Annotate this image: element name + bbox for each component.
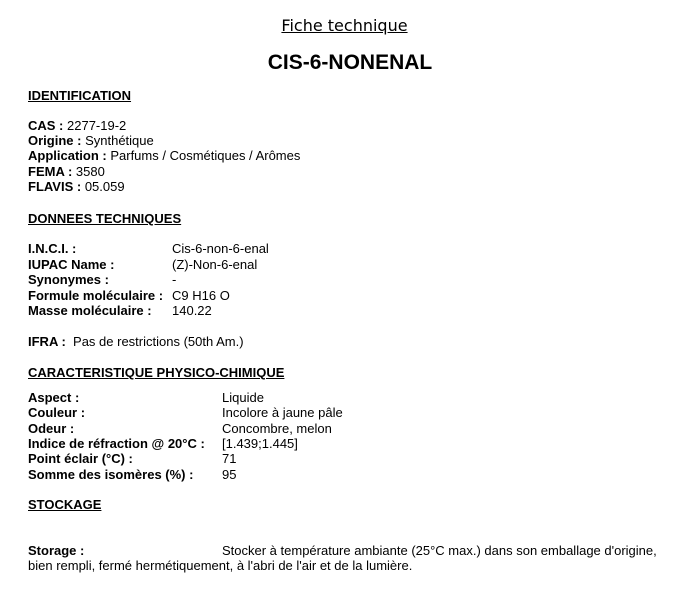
iupac-label: IUPAC Name : [28, 257, 115, 272]
aspect-label: Aspect : [28, 390, 80, 405]
refraction-label: Indice de réfraction @ 20°C : [28, 436, 205, 451]
storage-label: Storage : [28, 543, 85, 558]
fema-row [28, 164, 105, 179]
section-title-physico-chimique: CARACTERISTIQUE PHYSICO-CHIMIQUE [28, 365, 285, 380]
cas-label: CAS : [28, 118, 64, 133]
refraction-value: [1.439;1.445] [222, 436, 298, 451]
inci-label: I.N.C.I. : [28, 241, 77, 256]
flavis-value: 05.059 [84, 179, 125, 194]
ifra-row [28, 334, 244, 349]
origine-label: Origine : [28, 133, 82, 148]
flavis-row [28, 179, 125, 194]
section-title-donnees-techniques: DONNEES TECHNIQUES [28, 211, 182, 226]
iupac-value: (Z)-Non-6-enal [172, 257, 258, 272]
formule-label: Formule moléculaire : [28, 288, 164, 303]
couleur-label: Couleur : [28, 405, 86, 420]
product-name: CIS-6-NONENAL [267, 51, 433, 74]
odeur-label: Odeur : [28, 421, 75, 436]
storage-text-line-2: bien rempli, fermé hermétiquement, à l'abri de l'air et de la lumière. [28, 558, 413, 573]
point-eclair-label: Point éclair (°C) : [28, 451, 133, 466]
isomeres-label: Somme des isomères (%) : [28, 467, 194, 482]
application-value: Parfums / Cosmétiques / Arômes [110, 148, 301, 163]
synonymes-label: Synonymes : [28, 272, 109, 287]
cas-value: 2277-19-2 [67, 118, 127, 133]
application-row [28, 148, 300, 163]
point-eclair-value: 71 [222, 451, 237, 466]
storage-text-line-1: Stocker à température ambiante (25°C max.) dans son emballage d'origine, [222, 543, 657, 558]
section-title-stockage: STOCKAGE [28, 497, 102, 512]
isomeres-value: 95 [222, 467, 237, 482]
cas-row [28, 118, 126, 133]
masse-value: 140.22 [172, 303, 212, 318]
application-label: Application : [28, 148, 107, 163]
origine-value: Synthétique [85, 133, 154, 148]
fema-label: FEMA : [28, 164, 73, 179]
odeur-value: Concombre, melon [222, 421, 332, 436]
inci-value: Cis-6-non-6-enal [172, 241, 269, 256]
aspect-value: Liquide [222, 390, 264, 405]
ifra-label: IFRA : [28, 334, 66, 349]
masse-label: Masse moléculaire : [28, 303, 152, 318]
section-title-identification: IDENTIFICATION [28, 88, 132, 103]
ifra-value: Pas de restrictions (50th Am.) [73, 334, 244, 349]
synonymes-value: - [172, 272, 177, 287]
fema-value: 3580 [75, 164, 105, 179]
origine-row [28, 133, 154, 148]
formule-value: C9 H16 O [172, 288, 230, 303]
flavis-label: FLAVIS : [28, 179, 82, 194]
couleur-value: Incolore à jaune pâle [222, 405, 343, 420]
document-title: Fiche technique [281, 16, 408, 35]
